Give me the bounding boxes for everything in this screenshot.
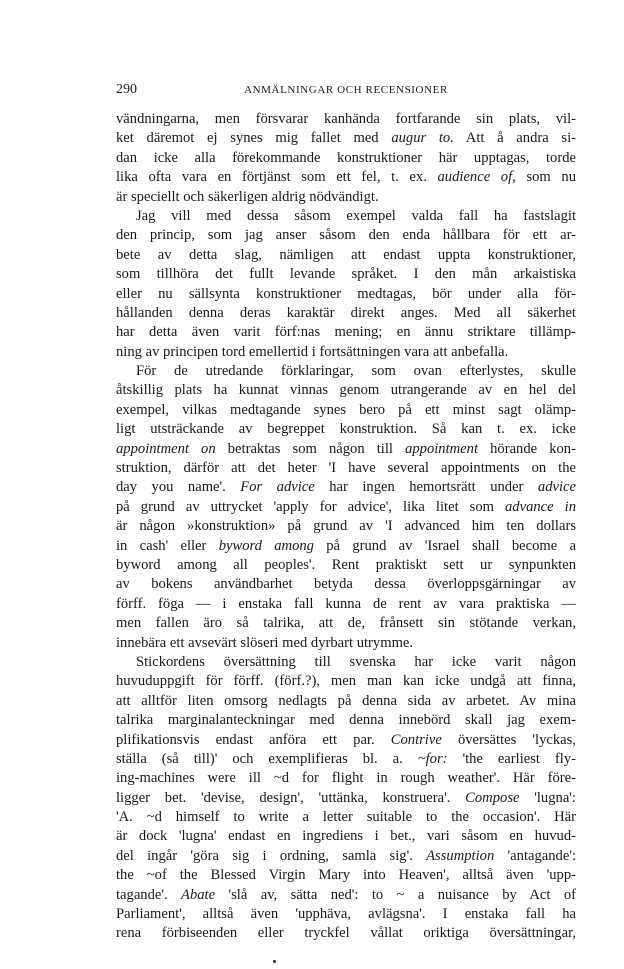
text-segment: struktion, därför att det heter 'I have several appointments on the — [116, 460, 576, 477]
text-line — [116, 731, 576, 750]
text-segment: åtskillig plats ha kunnat vinnas genom utrangerande av en hel del — [116, 382, 576, 399]
text-line — [116, 381, 576, 400]
text-segment: ligger bet. 'devise, design', 'uttänka, konstruera'. — [116, 789, 466, 806]
text-segment: byword among all peoples'. Rent praktiskt sett ur synpunkten — [116, 556, 576, 573]
text-segment: plifikationsvis endast anföra ett par. — [116, 731, 391, 748]
text-segment: Jag vill med dessa såsom exempel valda fall ha fastslagit — [136, 207, 576, 224]
text-segment: Parliament', alltså även 'upphäva, avlägsna'. I enstaka fall ha — [116, 906, 576, 923]
text-line — [116, 149, 576, 168]
text-segment: talrika marginalanteckningar med denna innebörd skall jag exem- — [116, 712, 576, 729]
text-segment: day you name'. — [116, 479, 241, 496]
text-segment: eller nu sällsynta konstruktioner medtagas, bör under alla för- — [116, 285, 576, 302]
text-line — [116, 517, 576, 536]
text-line — [116, 711, 576, 730]
italic-term: Compose — [465, 789, 520, 806]
italic-term: advice — [537, 479, 576, 496]
text-segment: betraktas som någon till — [215, 440, 406, 457]
text-segment: har detta även varit förf:nas mening; en ännu striktare tillämp- — [116, 324, 576, 341]
text-line — [116, 323, 576, 342]
text-line — [116, 750, 576, 769]
text-segment: som tillhöra det fullt levande språket. I den mån arkaistiska — [116, 266, 576, 283]
italic-term: augur to. — [391, 130, 454, 147]
italic-term: ~for: — [417, 750, 448, 767]
text-line — [116, 866, 576, 885]
italic-term: advance in — [505, 498, 576, 515]
text-line — [116, 265, 576, 284]
text-line — [116, 343, 576, 362]
text-segment: För de utredande förklaringar, som ovan efterlystes, skulle — [136, 363, 576, 380]
text-segment: ing-machines were ill ~d for flight in rough weather'. Här före- — [116, 770, 576, 787]
text-line — [116, 537, 576, 556]
text-segment: är någon »konstruktion» på grund av 'I advanced him ten dollars — [116, 518, 576, 535]
italic-term: appointment on — [116, 440, 216, 457]
text-segment: av bokens användbarhet betyda dessa överloppsgärningar av — [116, 576, 576, 593]
text-line — [116, 168, 576, 187]
text-segment: på grund av 'Israel shall become a — [313, 537, 576, 554]
text-line — [116, 886, 576, 905]
text-segment: hållanden denna deras karaktär direkt anges. Med all säkerhet — [116, 304, 576, 321]
text-segment: in cash' eller — [116, 537, 219, 554]
italic-term: Abate — [181, 886, 216, 903]
text-segment: Stickordens översättning till svenska har icke varit någon — [136, 653, 576, 670]
text-line — [116, 401, 576, 420]
text-line — [116, 304, 576, 323]
text-segment: the ~of the Blessed Virgin Mary into Heaven', alltså även 'upp- — [116, 867, 576, 884]
text-segment: lika ofta vara en förtjänst som ett fel, t. ex. — [116, 169, 438, 186]
italic-term: audience of, — [437, 169, 516, 186]
text-segment: 'A. ~d himself to write a letter suitable to the occasion'. Här — [116, 809, 576, 826]
text-line — [116, 905, 576, 924]
text-line — [116, 362, 576, 381]
page-header — [116, 80, 576, 100]
text-segment: som nu — [515, 169, 576, 186]
text-line — [116, 827, 576, 846]
italic-term: byword among — [218, 537, 314, 554]
text-segment: på grund av uttrycket 'apply for advice', lika litet som — [116, 498, 505, 515]
text-line — [116, 634, 576, 653]
text-segment: vändningarna, men försvarar kanhända fortfarande sin plats, vil- — [116, 111, 576, 127]
italic-term: appointment — [405, 440, 479, 457]
text-line — [116, 246, 576, 265]
text-segment: den princip, som jag anser såsom den enda hållbara för ett ar- — [116, 227, 576, 244]
text-segment: Att å andra si- — [453, 130, 576, 147]
text-segment: har ingen hemortsrätt under — [314, 479, 538, 496]
text-line — [116, 498, 576, 517]
text-line — [116, 285, 576, 304]
text-segment: översättes 'lyckas, — [441, 731, 576, 748]
text-line — [116, 924, 576, 943]
text-segment: dan icke alla förekommande konstruktioner här upptagas, torde — [116, 149, 576, 166]
italic-term: Assumption — [426, 847, 495, 864]
text-segment: tagande'. — [116, 886, 182, 903]
text-line — [116, 847, 576, 866]
text-line — [116, 556, 576, 575]
text-line — [116, 420, 576, 439]
text-segment: ställa (så till)' och exemplifieras bl. a. — [116, 750, 418, 767]
text-line — [116, 478, 576, 497]
text-segment: är dock 'lugna' endast en ingrediens i bet., vari såsom en huvud- — [116, 828, 576, 845]
text-line — [116, 575, 576, 594]
italic-term: For advice — [240, 479, 315, 496]
text-line — [116, 188, 576, 207]
text-segment: rena förbiseenden eller tryckfel vållat oriktiga översättningar, — [116, 925, 576, 942]
text-segment: 'the earliest fly- — [447, 750, 576, 767]
page-number: 290 — [116, 82, 137, 97]
text-line — [116, 226, 576, 245]
italic-term: Contrive — [390, 731, 442, 748]
text-line — [116, 595, 576, 614]
text-segment: 'antagande': — [494, 847, 576, 864]
print-speck — [273, 960, 276, 963]
text-line — [116, 789, 576, 808]
text-line — [116, 653, 576, 672]
text-segment: bete av detta slag, nämligen att endast uppta konstruktioner, — [116, 246, 576, 263]
text-line — [116, 614, 576, 633]
text-segment: att alltför liten omsorg nedlagts på denna sida av arbetet. Av mina — [116, 692, 576, 709]
text-segment: 'slå av, sätta ned': to ~ a nuisance by Act of — [215, 886, 576, 903]
text-segment: ning av principen tord emellertid i fortsättningen vara att anbefalla. — [116, 343, 509, 360]
text-line — [116, 769, 576, 788]
text-segment: innebära ett avsevärt slöseri med dyrbart utrymme. — [116, 634, 414, 651]
text-segment: ligt utsträckande av begreppet konstruktion. Så kan t. ex. icke — [116, 421, 576, 438]
body-text — [116, 110, 576, 944]
text-segment: är speciellt och säkerligen aldrig nödvändigt. — [116, 188, 379, 205]
text-segment: del ingår 'göra sig i ordning, samla sig'. — [116, 847, 427, 864]
text-line — [116, 459, 576, 478]
text-segment: hörande kon- — [478, 440, 576, 457]
text-segment: förff. föga — i enstaka fall kunna de rent av vara praktiska — — [116, 595, 576, 612]
text-line — [116, 672, 576, 691]
text-segment: ket däremot ej synes mig fallet med — [116, 130, 392, 147]
text-line — [116, 440, 576, 459]
text-line — [116, 808, 576, 827]
text-segment: men fallen äro så talrika, att de, frånsett sin stötande verkan, — [116, 615, 576, 632]
text-line — [116, 692, 576, 711]
text-segment: 'lugna': — [519, 789, 576, 806]
running-title: ANMÄLNINGAR OCH RECENSIONER — [244, 84, 448, 96]
text-segment: huvuduppgift för förff. (förf.?), men man kan icke undgå att finna, — [116, 673, 576, 690]
text-line — [116, 207, 576, 226]
text-line — [116, 110, 576, 129]
text-line — [116, 129, 576, 148]
text-segment: exempel, vilkas medtagande synes bero på ett minst sagt olämp- — [116, 401, 576, 418]
